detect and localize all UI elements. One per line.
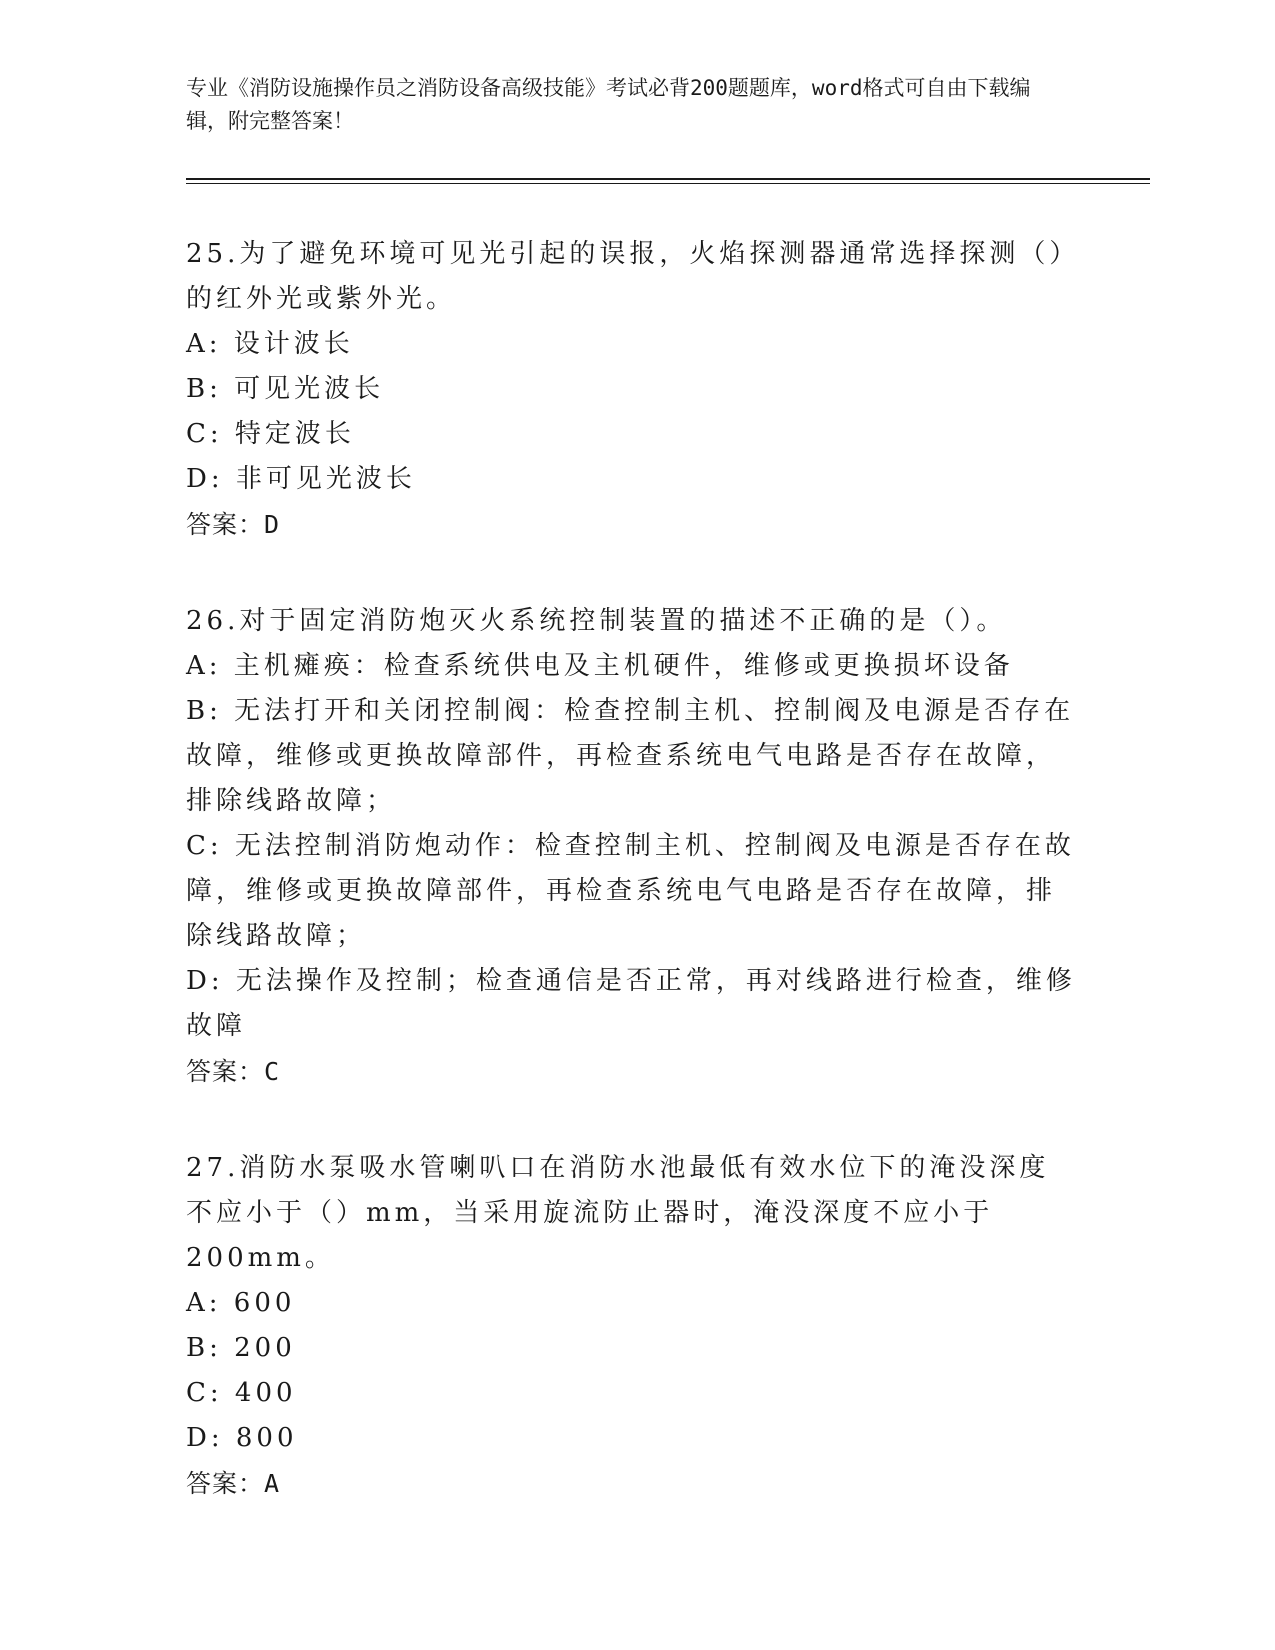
question-25: [186, 232, 1076, 547]
question-text: 25.为了避免环境可见光引起的误报，火焰探测器通常选择探测（）的红外光或紫外光。: [186, 239, 1067, 314]
answer: 答案：C: [186, 1057, 281, 1086]
option-d: D: 非可见光波长: [186, 464, 416, 494]
question-27: [186, 1146, 1076, 1506]
option-b: B: 无法打开和关闭控制阀：检查控制主机、控制阀及电源是否存在故障，维修或更换故障部件，再检查系统电气电路是否存在故障，排除线路故障；: [186, 696, 1075, 816]
question-text: 26.对于固定消防炮灭火系统控制装置的描述不正确的是（）。: [186, 606, 1007, 636]
header-divider-thin: [186, 183, 1150, 184]
header-divider-thick: [186, 178, 1150, 180]
option-c: C: 无法控制消防炮动作：检查控制主机、控制阀及电源是否存在故障，维修或更换故障部件，再检查系统电气电路是否存在故障，排除线路故障；: [186, 831, 1075, 951]
document-header: 专业《消防设施操作员之消防设备高级技能》考试必背200题题库，word格式可自由下载编辑，附完整答案！: [186, 76, 1031, 133]
option-b: B: 200: [186, 1333, 296, 1363]
option-b: B: 可见光波长: [186, 374, 385, 404]
answer: 答案：A: [186, 1469, 281, 1498]
option-c: C: 400: [186, 1378, 297, 1408]
option-a: A: 600: [186, 1288, 296, 1318]
question-list: [186, 232, 1076, 1558]
option-a: A: 主机瘫痪：检查系统供电及主机硬件，维修或更换损坏设备: [186, 651, 1014, 681]
question-text: 27.消防水泵吸水管喇叭口在消防水池最低有效水位下的淹没深度不应小于（）mm，当采用旋流防止器时，淹没深度不应小于200mm。: [186, 1153, 1050, 1273]
option-d: D: 800: [186, 1423, 298, 1453]
option-a: A: 设计波长: [186, 329, 354, 359]
question-26: [186, 599, 1076, 1094]
option-c: C: 特定波长: [186, 419, 355, 449]
answer: 答案：D: [186, 510, 281, 539]
option-d: D: 无法操作及控制；检查通信是否正常，再对线路进行检查，维修故障: [186, 966, 1076, 1041]
